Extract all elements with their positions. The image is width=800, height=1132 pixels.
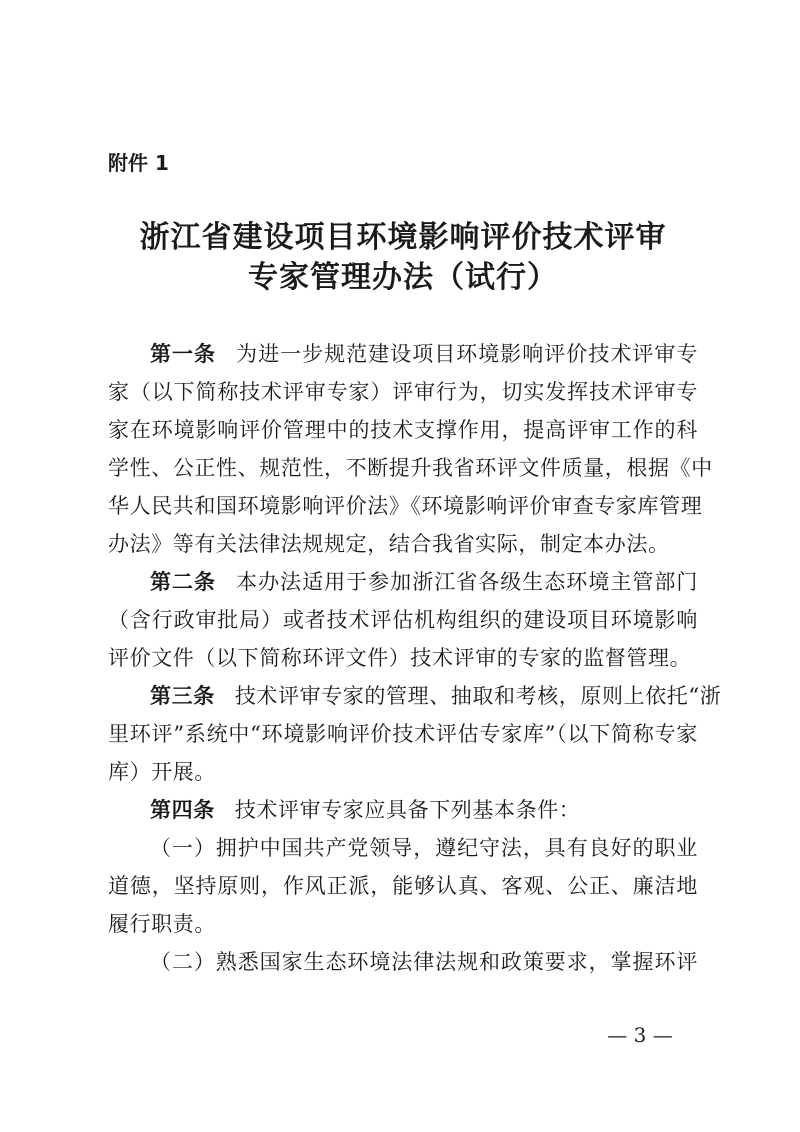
attachment-label: 附件 1 [108,151,169,175]
article-2-line-3: 评价文件（以下简称环评文件）技术评审的专家的监督管理。 [108,646,692,670]
article-3-lead: 第三条 [150,684,215,708]
item-2-line-1: （二）熟悉国家生态环境法律法规和政策要求，掌握环评 [150,950,698,974]
article-3-line-1: 第三条 技术评审专家的管理、抽取和考核，原则上依托“浙 [150,684,722,708]
document-title-line-2: 专家管理办法（试行） [248,260,558,295]
article-2-lead: 第二条 [150,570,217,594]
article-2-line-2: （含行政审批局）或者技术评估机构组织的建设项目环境影响 [108,608,698,632]
item-1-line-3: 履行职责。 [108,912,216,936]
document-title-line-1: 浙江省建设项目环境影响评价技术评审 [139,220,667,255]
article-4-line-1: 第四条 技术评审专家应具备下列基本条件： [150,798,581,822]
article-1-line-4: 学性、公正性、规范性，不断提升我省环评文件质量，根据《中 [108,456,713,480]
item-1-line-1: （一）拥护中国共产党领导，遵纪守法，具有良好的职业 [150,836,698,860]
article-1-line-6: 办法》等有关法律法规规定，结合我省实际，制定本办法。 [108,532,670,556]
article-3-line-2: 里环评”系统中“环境影响评价技术评估专家库”（以下简称专家 [108,722,698,746]
item-1-line-2: 道德，坚持原则，作风正派，能够认真、客观、公正、廉洁地 [108,874,698,898]
article-1-line-5: 华人民共和国环境影响评价法》《环境影响评价审查专家库管理 [108,494,703,518]
article-3-line-3: 库）开展。 [108,760,216,784]
article-2-line-1: 第二条 本办法适用于参加浙江省各级生态环境主管部门 [150,570,698,594]
article-1-line-1: 第一条 为进一步规范建设项目环境影响评价技术评审专 [150,342,698,366]
page-number: — 3 — [607,1023,673,1047]
article-1-lead: 第一条 [150,342,217,366]
article-1-line-2: 家（以下简称技术评审专家）评审行为，切实发挥技术评审专 [108,380,698,404]
article-1-line-3: 家在环境影响评价管理中的技术支撑作用，提高评审工作的科 [108,418,698,442]
article-4-lead: 第四条 [150,798,215,822]
